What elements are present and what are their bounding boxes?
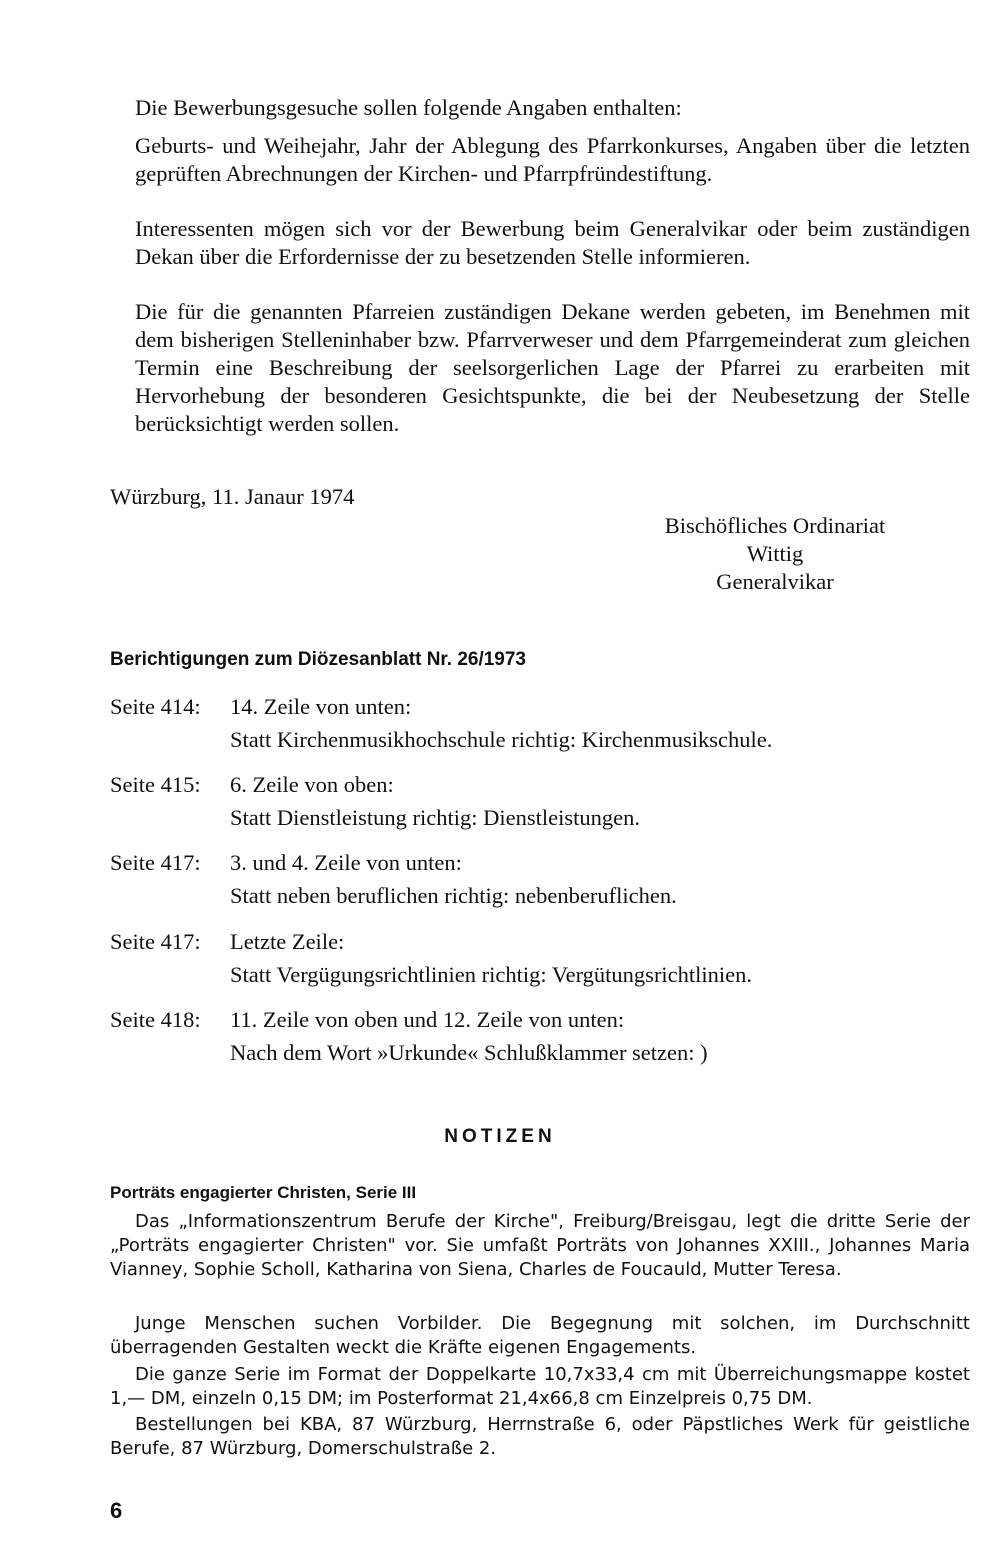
intro-line: Die Bewerbungsgesuche sollen folgende Angaben enthalten: [135, 95, 682, 120]
correction-page: Seite 417: [110, 929, 201, 954]
paragraph-dekane: Die für die genannten Pfarreien zuständigen Dekane werden gebeten, im Benehmen mit dem bisherigen Stelleninhaber bzw. Pfarrverweser und dem Pfarrgemeinderat zum gleichen Termin eine Beschreibung der seelsorgerlichen Lage der Pfarrei zu erarbeiten mit Hervorhebung der besonderen Gesichtspunkte, die bei der Neubesetzung der Stelle berücksichtigt werden sollen. [135, 299, 970, 436]
notizen-heading: NOTIZEN [444, 1126, 556, 1147]
correction-text: Statt Kirchenmusikhochschule richtig: Kirchenmusikschule. [230, 727, 773, 752]
correction-location: 14. Zeile von unten: [230, 694, 412, 719]
article-paragraph: Junge Menschen suchen Vorbilder. Die Begegnung mit solchen, im Durchschnitt überragenden Gestalten weckt die Kräfte eigenen Engagements. [110, 1313, 970, 1358]
signature-office: Bischöfliches Ordinariat [664, 513, 886, 538]
correction-text: Statt Vergügungsrichtlinien richtig: Vergütungsrichtlinien. [230, 962, 753, 987]
correction-text: Statt Dienstleistung richtig: Dienstleistungen. [230, 805, 640, 830]
paragraph-interessenten: Interessenten mögen sich vor der Bewerbung beim Generalvikar oder beim zuständigen Dekan über die Erfordernisse der zu besetzenden Stelle informieren. [135, 216, 970, 269]
article-paragraph: Die ganze Serie im Format der Doppelkarte 10,7x33,4 cm mit Überreichungsmappe kostet 1,— DM, einzeln 0,15 DM; im Posterformat 21,4x66,8 cm Einzelpreis 0,75 DM. [110, 1364, 970, 1409]
signature-name: Wittig [746, 541, 804, 566]
correction-location: 6. Zeile von oben: [230, 772, 394, 797]
correction-location: 3. und 4. Zeile von unten: [230, 850, 462, 875]
signature-title: Generalvikar [716, 569, 834, 594]
signature-block [620, 512, 930, 596]
article-title: Porträts engagierter Christen, Serie III [110, 1183, 417, 1202]
corrections-title: Berichtigungen zum Diözesanblatt Nr. 26/1973 [110, 649, 526, 670]
correction-location: Letzte Zeile: [230, 929, 345, 954]
paragraph-requirements: Geburts- und Weihejahr, Jahr der Ablegung des Pfarrkonkurses, Angaben über die letzten geprüften Abrechnungen der Kirchen- und Pfarrpfründestiftung. [135, 133, 970, 186]
article-paragraph: Bestellungen bei KBA, 87 Würzburg, Herrnstraße 6, oder Päpstliches Werk für geistliche Berufe, 87 Würzburg, Domerschulstraße 2. [110, 1414, 970, 1459]
correction-text: Nach dem Wort »Urkunde« Schlußklammer setzen: ) [230, 1040, 708, 1065]
correction-text: Statt neben beruflichen richtig: nebenberuflichen. [230, 883, 677, 908]
correction-page: Seite 414: [110, 694, 201, 719]
correction-page: Seite 415: [110, 772, 201, 797]
correction-page: Seite 417: [110, 850, 201, 875]
page-number: 6 [110, 1498, 123, 1523]
date-line: Würzburg, 11. Janaur 1974 [110, 484, 355, 509]
correction-page: Seite 418: [110, 1007, 201, 1032]
correction-location: 11. Zeile von oben und 12. Zeile von unten: [230, 1007, 625, 1032]
article-paragraph: Das „Informationszentrum Berufe der Kirche", Freiburg/Breisgau, legt die dritte Serie der „Porträts engagierter Christen" vor. Sie umfaßt Porträts von Johannes XXIII., Johannes Maria Vianney, Sophie Scholl, Katharina von Siena, Charles de Foucauld, Mutter Teresa. [110, 1211, 970, 1280]
